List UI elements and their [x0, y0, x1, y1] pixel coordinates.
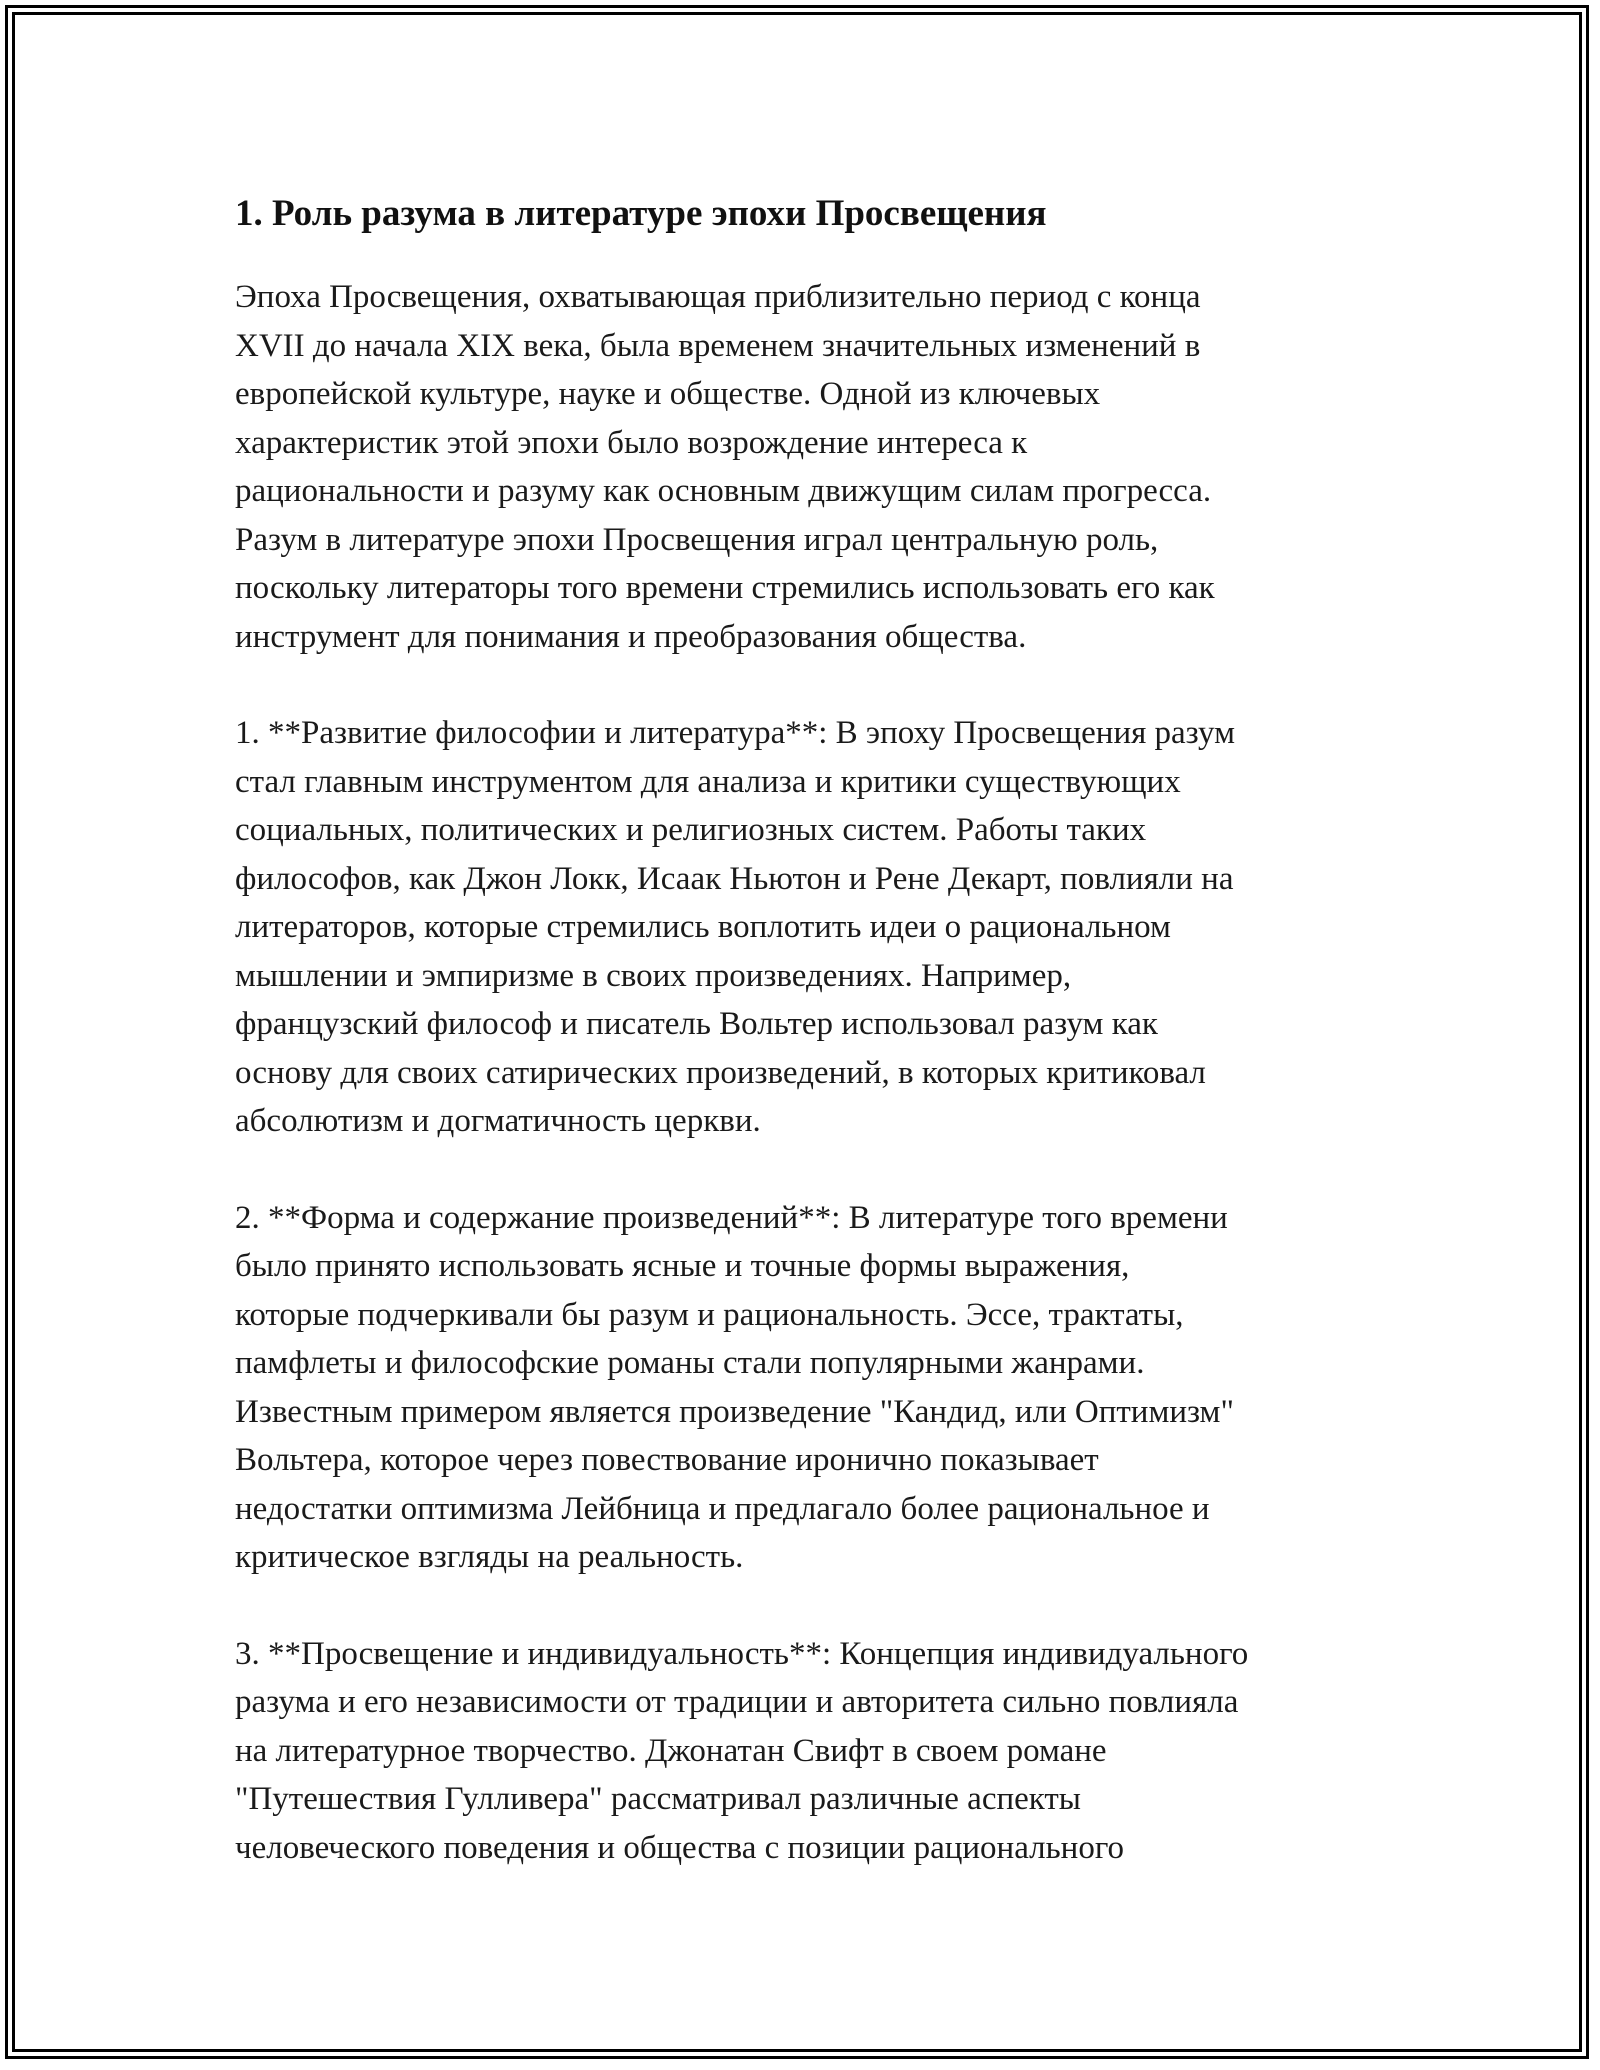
document-page — [235, 185, 1380, 1872]
list-item-individuality: 3. **Просвещение и индивидуальность**: Концепция индивидуального разума и его независимости от традиции и авторитета сильно повлияла на литературное творчество. Джонатан Свифт в своем романе "Путешествия Гулливера" рассматривал различные аспекты человеческого поведения и общества с позиции рационального — [235, 1635, 1249, 1866]
intro-paragraph: Эпоха Просвещения, охватывающая приблизительно период с конца XVII до начала XIX века, была временем значительных изменений в европейской культуре, науке и обществе. Одной из ключевых характеристик этой эпохи было возрождение интереса к рациональности и разуму как основным движущим силам прогресса. Разум в литературе эпохи Просвещения играл центральную роль, поскольку литераторы того времени стремились использовать его как инструмент для понимания и преобразования общества. — [235, 279, 1215, 655]
list-item-philosophy: 1. **Развитие философии и литература**: В эпоху Просвещения разум стал главным инструментом для анализа и критики существующих социальных, политических и религиозных систем. Работы таких философов, как Джон Локк, Исаак Ньютон и Рене Декарт, повлияли на литераторов, которые стремились воплотить идеи о рациональном мышлении и эмпиризме в своих произведениях. Например, французский философ и писатель Вольтер использовал разум как основу для своих сатирических произведений, в которых критиковал абсолютизм и догматичность церкви. — [235, 715, 1235, 1139]
list-item-form-content: 2. **Форма и содержание произведений**: В литературе того времени было принято использовать ясные и точные формы выражения, которые подчеркивали бы разум и рациональность. Эссе, трактаты, памфлеты и философские романы стали популярными жанрами. Известным примером является произведение "Кандид, или Оптимизм" Вольтера, которое через повествование иронично показывает недостатки оптимизма Лейбница и предлагало более рациональное и критическое взгляды на реальность. — [235, 1199, 1234, 1575]
document-title: 1. Роль разума в литературе эпохи Просвещения — [235, 193, 1047, 234]
